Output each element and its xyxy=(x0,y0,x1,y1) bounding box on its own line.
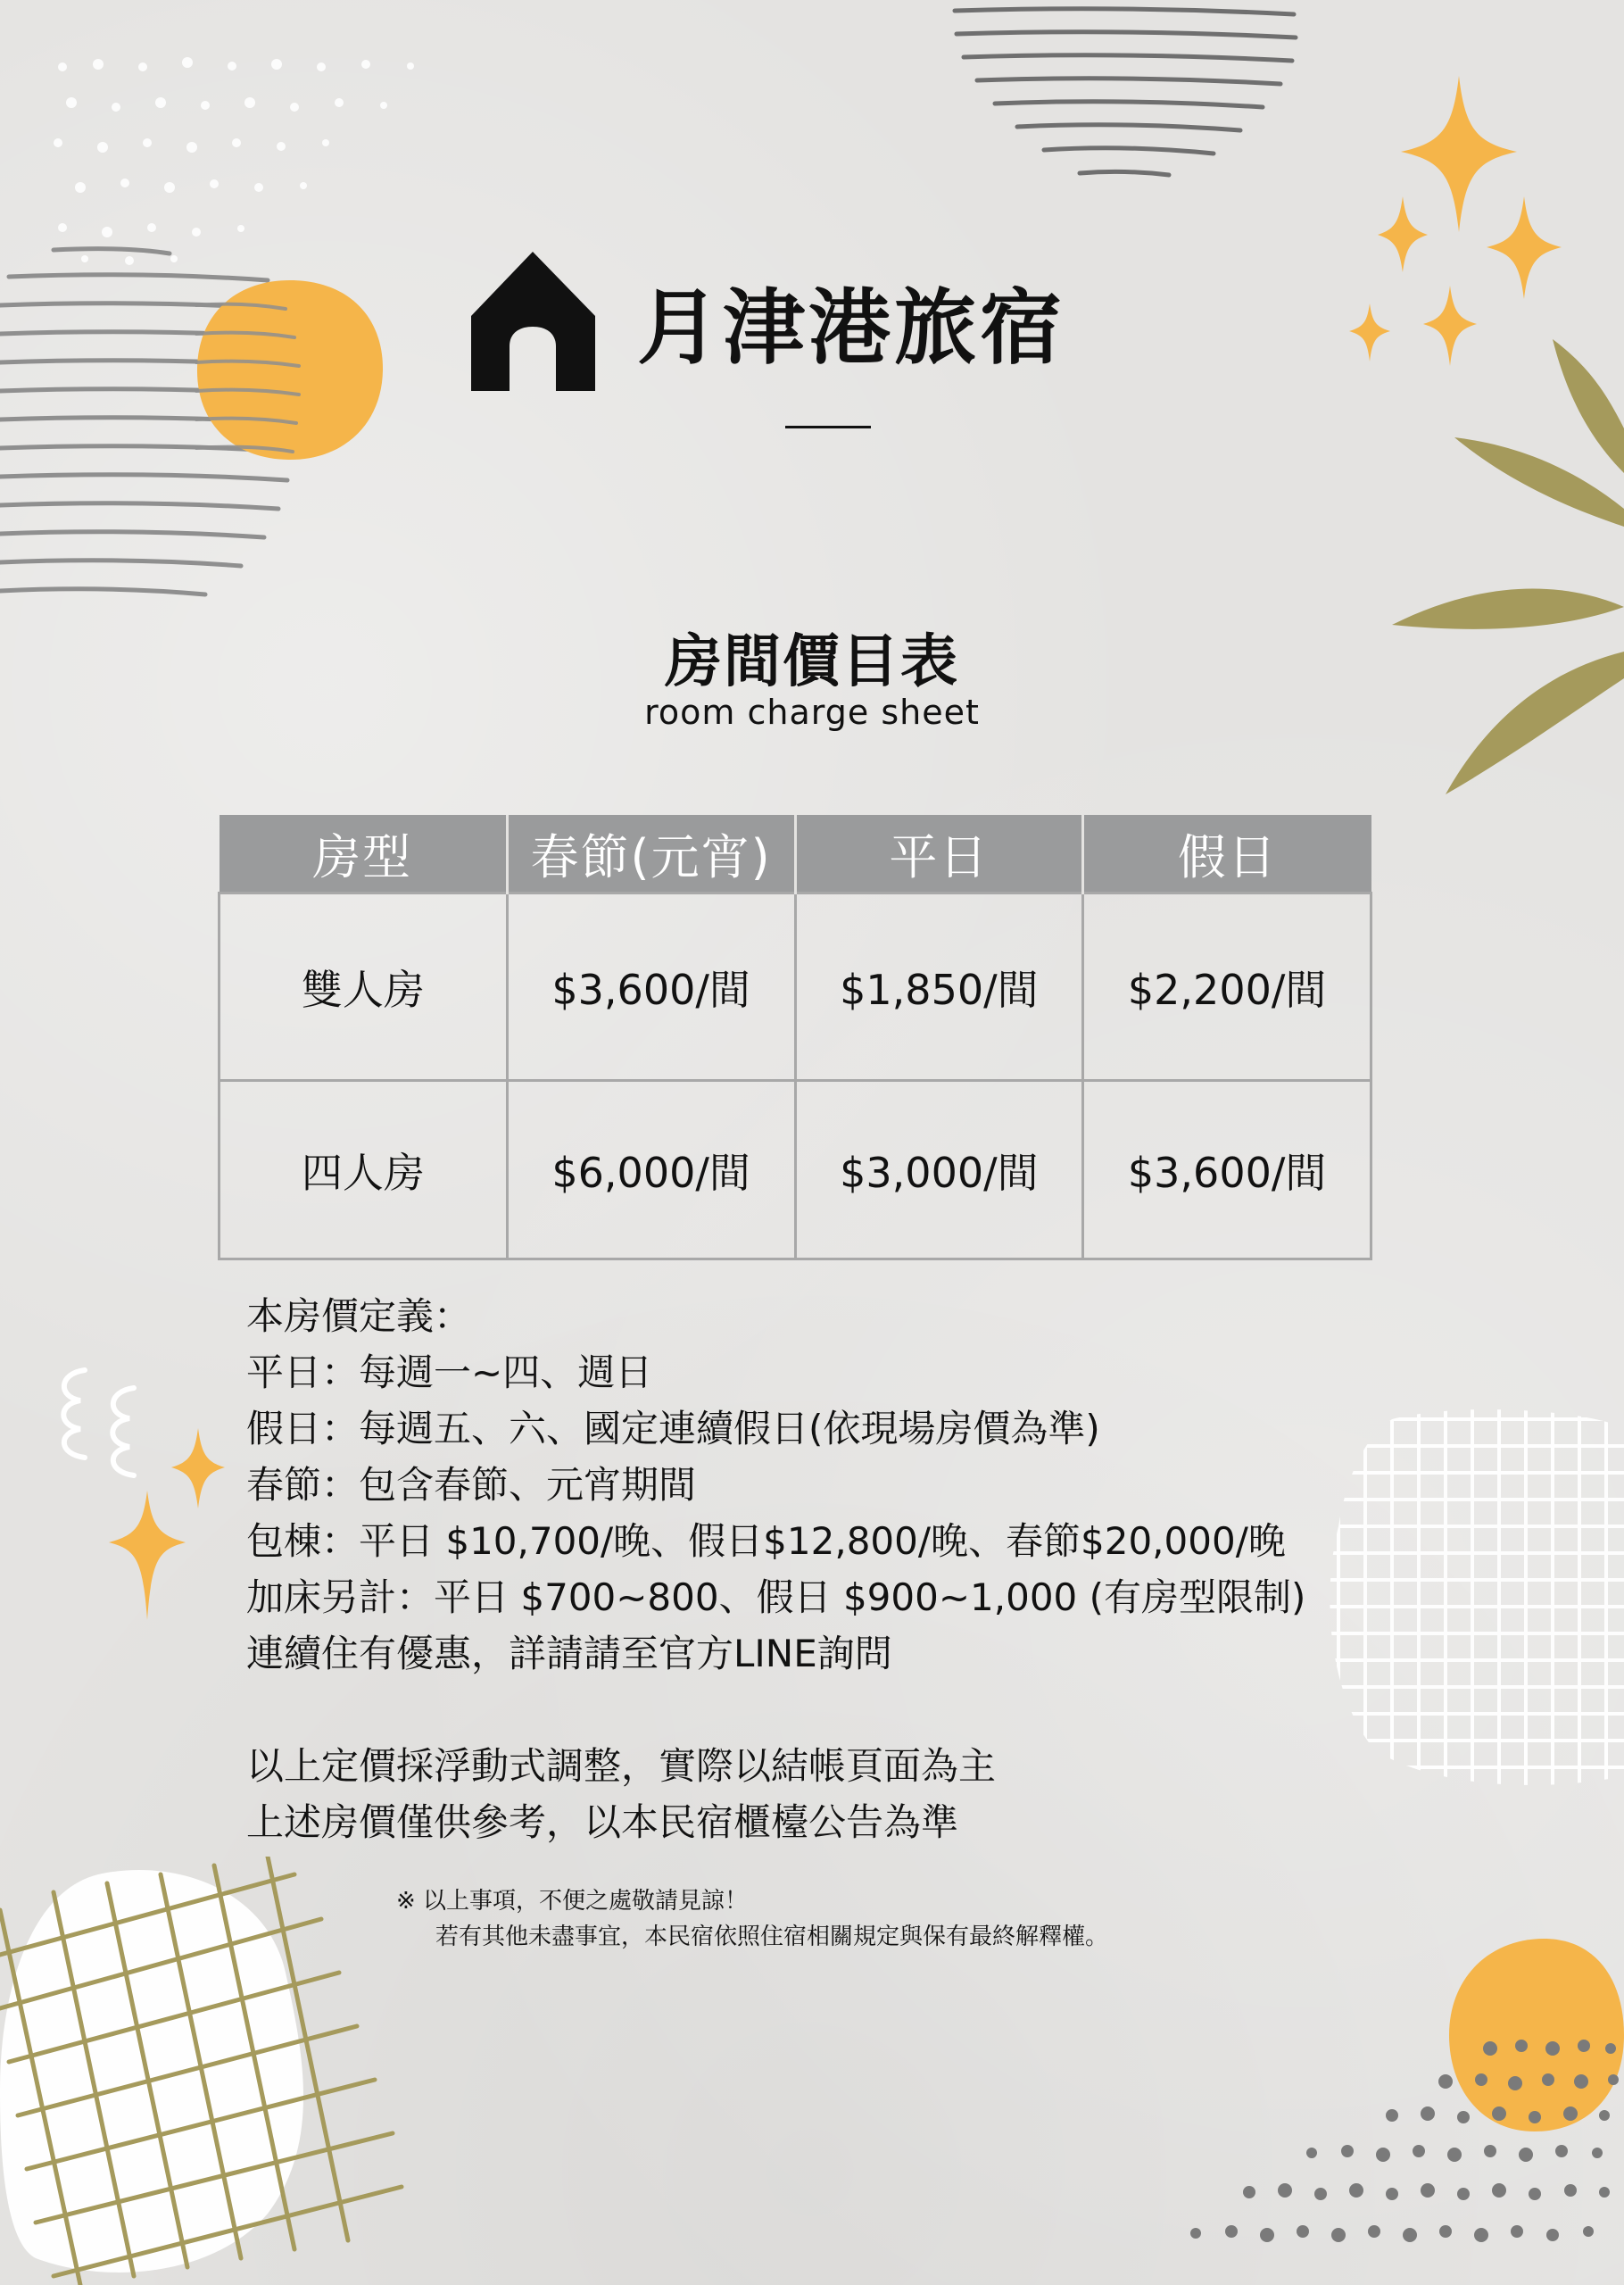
header-room-type: 房型 xyxy=(220,815,508,893)
note-line: 平日：每週一~四、週日 xyxy=(246,1350,653,1394)
footer-line-2: 若有其他未盡事宜，本民宿依照住宿相關規定與保有最終解釋權。 xyxy=(435,1924,1109,1950)
decor-stripes-top xyxy=(946,0,1303,187)
sheet-subtitle: room charge sheet xyxy=(644,693,980,732)
decor-dots-bottom-right xyxy=(1178,2026,1624,2285)
cell-spring-price: $6,000/間 xyxy=(507,1081,795,1259)
note-line: 上述房價僅供參考，以本民宿櫃檯公告為準 xyxy=(246,1800,959,1844)
header-holiday: 假日 xyxy=(1083,815,1371,893)
note-spacer xyxy=(246,1682,1305,1738)
decor-leaves-right xyxy=(1374,339,1624,803)
decor-stripes-left-over xyxy=(0,241,303,616)
cell-weekday-price: $1,850/間 xyxy=(795,893,1083,1081)
note-line: 加床另計：平日 $700~800、假日 $900~1,000 (有房型限制) xyxy=(246,1575,1306,1619)
cell-room: 四人房 xyxy=(220,1081,508,1259)
pricing-notes xyxy=(246,1288,1305,1850)
brand-divider xyxy=(785,426,871,428)
note-line: 以上定價採浮動式調整，實際以結帳頁面為主 xyxy=(246,1744,997,1788)
decor-blob-grid-bottom-left xyxy=(0,1857,410,2285)
cell-holiday-price: $2,200/間 xyxy=(1083,893,1371,1081)
price-table xyxy=(218,815,1372,1260)
decor-sparkles-top-right xyxy=(1338,76,1588,379)
header-weekday: 平日 xyxy=(795,815,1083,893)
sheet-title: 房間價目表 xyxy=(665,629,959,695)
footer-disclaimer xyxy=(396,1883,1108,1955)
footer-line-1: ※ 以上事項，不便之處敬請見諒！ xyxy=(396,1888,749,1915)
brand-name: 月津港旅宿 xyxy=(637,280,1066,376)
table-row xyxy=(220,893,1371,1081)
decor-grid-right xyxy=(1321,1401,1624,1794)
note-line: 假日：每週五、六、國定連續假日(依現場房價為準) xyxy=(246,1407,1100,1450)
note-line: 春節：包含春節、元宵期間 xyxy=(246,1463,697,1507)
header-spring-festival: 春節(元宵) xyxy=(507,815,795,893)
table-row xyxy=(220,1081,1371,1259)
cell-room: 雙人房 xyxy=(220,893,508,1081)
decor-dots-top-left xyxy=(45,54,455,268)
house-icon xyxy=(468,250,598,393)
table-header-row xyxy=(220,815,1371,893)
decor-sparkles-left xyxy=(107,1428,232,1624)
cell-spring-price: $3,600/間 xyxy=(507,893,795,1081)
note-line: 連續住有優惠，詳請請至官方LINE詢問 xyxy=(246,1632,892,1675)
cell-weekday-price: $3,000/間 xyxy=(795,1081,1083,1259)
brand-header xyxy=(468,250,1065,393)
note-line: 本房價定義： xyxy=(246,1294,472,1338)
note-line: 包棟：平日 $10,700/晚、假日$12,800/晚、春節$20,000/晚 xyxy=(246,1519,1286,1563)
cell-holiday-price: $3,600/間 xyxy=(1083,1081,1371,1259)
